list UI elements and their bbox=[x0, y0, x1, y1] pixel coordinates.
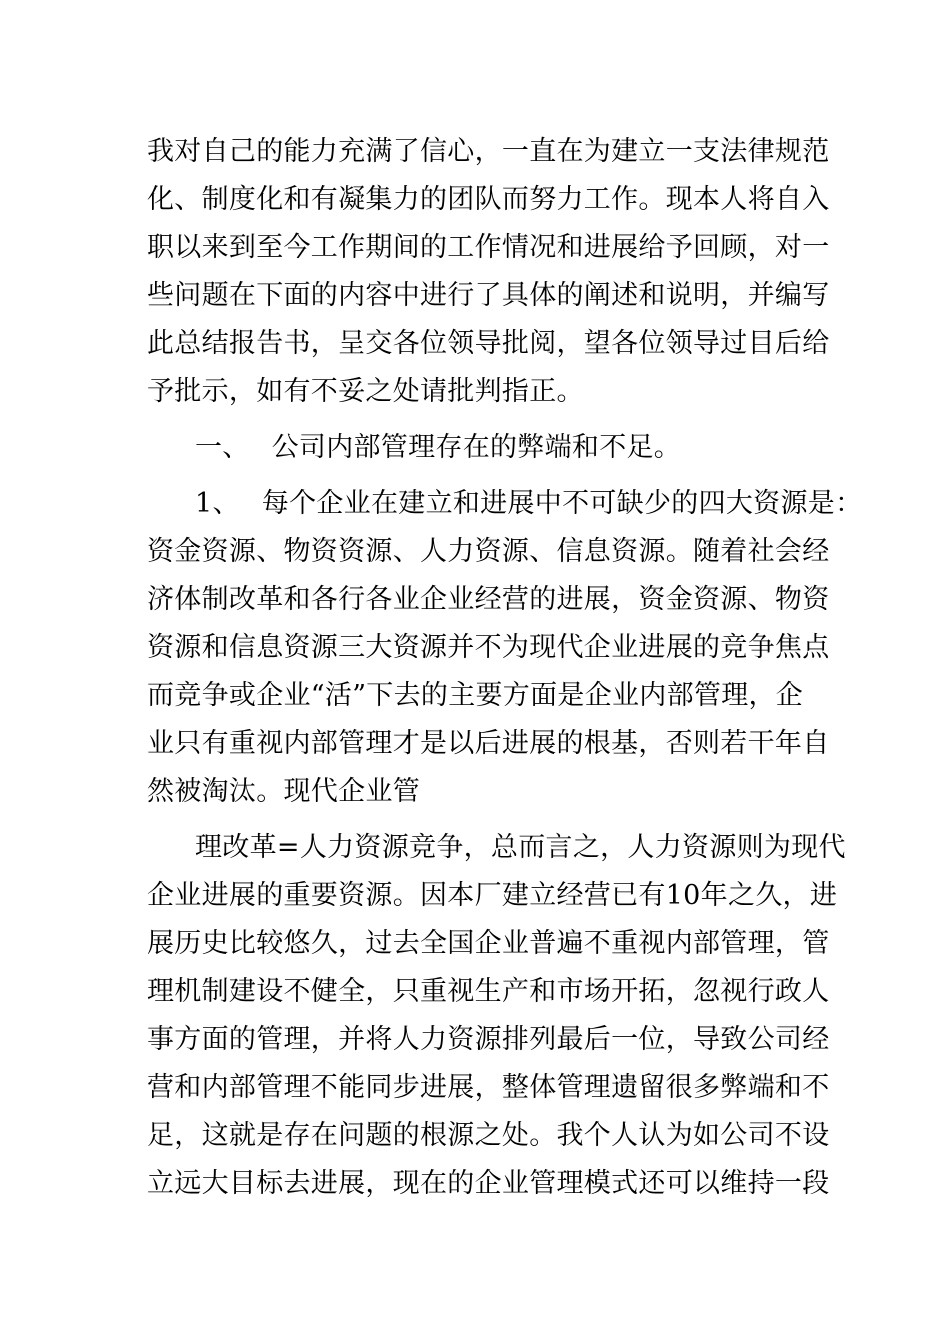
text-line: 化、制度化和有凝集力的团队而努力工作。现本人将自入 bbox=[147, 184, 830, 215]
text-line: 资金资源、物资资源、人力资源、信息资源。随着社会经 bbox=[147, 536, 830, 567]
text-line: 足，这就是存在问题的根源之处。我个人认为如公司不设 bbox=[147, 1120, 830, 1151]
text-line: 展历史比较悠久，过去全国企业普遍不重视内部管理，管 bbox=[147, 928, 830, 959]
text-line: 此总结报告书，呈交各位领导批阅，望各位领导过目后给 bbox=[147, 328, 830, 359]
item-heading bbox=[195, 482, 915, 526]
section-heading bbox=[195, 426, 875, 470]
item-number: 1、 bbox=[195, 488, 240, 519]
text-line: 然被淘汰。现代企业管 bbox=[147, 776, 420, 807]
text-line: 事方面的管理，并将人力资源排列最后一位，导致公司经 bbox=[147, 1024, 830, 1055]
text-line: 营和内部管理不能同步进展，整体管理遗留很多弊端和不 bbox=[147, 1072, 830, 1103]
text-line: 我对自己的能力充满了信心，一直在为建立一支法律规范 bbox=[147, 136, 830, 167]
text-line: 些问题在下面的内容中进行了具体的阐述和说明，并编写 bbox=[147, 280, 830, 311]
item-text: 每个企业在建立和进展中不可缺少的四大资源是： bbox=[261, 488, 863, 519]
text-line: 济体制改革和各行各业企业经营的进展，资金资源、物资 bbox=[147, 584, 830, 615]
text-line: 业只有重视内部管理才是以后进展的根基，否则若干年自 bbox=[147, 728, 830, 759]
text-line: 企业进展的重要资源。因本厂建立经营已有10年之久，进 bbox=[147, 880, 838, 911]
text-line: 予批示，如有不妥之处请批判指正。 bbox=[147, 376, 584, 407]
text-line: 资源和信息资源三大资源并不为现代企业进展的竞争焦点 bbox=[147, 632, 830, 663]
section-number: 一、 bbox=[195, 432, 250, 463]
paragraph-first-line: 理改革=人力资源竞争，总而言之，人力资源则为现代 bbox=[195, 832, 846, 863]
section-title: 公司内部管理存在的弊端和不足。 bbox=[271, 432, 682, 463]
text-line: 理机制建设不健全，只重视生产和市场开拓，忽视行政人 bbox=[147, 976, 830, 1007]
text-line: 立远大目标去进展，现在的企业管理模式还可以维持一段 bbox=[147, 1168, 830, 1199]
text-line: 而竞争或企业“活”下去的主要方面是企业内部管理，企 bbox=[147, 680, 804, 711]
text-line: 职以来到至今工作期间的工作情况和进展给予回顾，对一 bbox=[147, 232, 830, 263]
